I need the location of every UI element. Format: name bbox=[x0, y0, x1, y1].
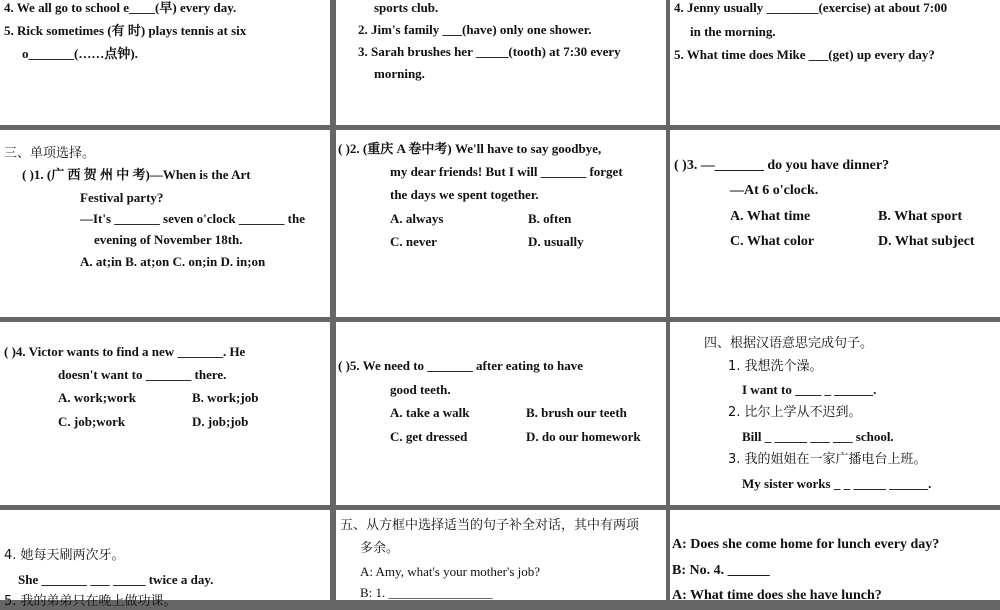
chinese-sentence: 3. 我的姐姐在一家广播电台上班。 bbox=[728, 452, 927, 467]
option-a: A. take a walk bbox=[390, 405, 470, 420]
option-b: B. brush our teeth bbox=[526, 405, 627, 420]
section-heading: 三、单项选择。 bbox=[4, 146, 96, 161]
option-c: C. never bbox=[390, 234, 437, 249]
option-c: C. What color bbox=[730, 234, 815, 249]
question-line: ( )5. We need to _______ after eating to have bbox=[338, 358, 584, 373]
option-b: B. often bbox=[528, 211, 572, 226]
text-line: in the morning. bbox=[690, 24, 776, 39]
text-line: —At 6 o'clock. bbox=[730, 183, 819, 198]
text-line: Festival party? bbox=[80, 190, 164, 205]
answer-options: A. at;in B. at;on C. on;in D. in;on bbox=[80, 254, 266, 269]
panel-multiple-choice-2 bbox=[336, 130, 666, 317]
text-line: good teeth. bbox=[390, 382, 451, 397]
text-line: 4. Jenny usually ________(exercise) at about 7:00 bbox=[674, 0, 948, 15]
text-line: —It's _______ seven o'clock _______ the bbox=[80, 211, 305, 226]
section-heading-cont: 多余。 bbox=[360, 541, 400, 556]
dialogue-line: A: Does she come home for lunch every day? bbox=[672, 537, 940, 552]
question-line: ( )1. (广 西 贺 州 中 考)—When is the Art bbox=[22, 167, 251, 182]
panel-fill-blank-left bbox=[0, 0, 330, 125]
section-heading: 五、从方框中选择适当的句子补全对话，其中有两项 bbox=[340, 518, 640, 533]
option-b: B. What sport bbox=[878, 209, 963, 224]
english-sentence: Bill _ _____ ___ ___ school. bbox=[742, 429, 894, 444]
option-d: D. job;job bbox=[192, 414, 249, 429]
option-d: D. What subject bbox=[878, 234, 975, 249]
panel-multiple-choice-1 bbox=[0, 130, 330, 317]
text-line: my dear friends! But I will _______ forget bbox=[390, 164, 623, 179]
panel-fill-blank-middle bbox=[336, 0, 666, 125]
option-a: A. What time bbox=[730, 209, 811, 224]
chinese-sentence: 2. 比尔上学从不迟到。 bbox=[728, 405, 862, 420]
option-c: C. job;work bbox=[58, 414, 126, 429]
text-line: sports club. bbox=[374, 0, 439, 15]
panel-translation-continued bbox=[0, 510, 330, 609]
panel-multiple-choice-5 bbox=[336, 322, 666, 505]
dialogue-line: B: No. 4. ______ bbox=[672, 563, 770, 578]
chinese-sentence: 4. 她每天刷两次牙。 bbox=[4, 548, 125, 563]
text-line: 2. Jim's family ___(have) only one shower. bbox=[358, 22, 592, 37]
option-b: B. work;job bbox=[192, 390, 259, 405]
dialogue-line: A: What time does she have lunch? bbox=[672, 588, 882, 603]
english-sentence: I want to ____ _ ______. bbox=[742, 382, 877, 397]
panel-multiple-choice-3 bbox=[670, 130, 1000, 317]
panel-multiple-choice-4 bbox=[0, 322, 330, 505]
dialogue-line: A: Amy, what's your mother's job? bbox=[360, 564, 541, 579]
text-line: the days we spent together. bbox=[390, 187, 539, 202]
question-line: ( )4. Victor wants to find a new _______. He bbox=[4, 344, 246, 359]
panel-dialogue bbox=[670, 510, 1000, 603]
option-d: D. usually bbox=[528, 234, 584, 249]
text-line: evening of November 18th. bbox=[94, 232, 243, 247]
panel-translation bbox=[670, 322, 1000, 505]
text-line: 4. We all go to school e____(早) every day. bbox=[4, 0, 237, 15]
dialogue-line: B: 1. ________________ bbox=[360, 585, 493, 600]
chinese-sentence: 1. 我想洗个澡。 bbox=[728, 359, 823, 374]
panel-fill-blank-right bbox=[670, 0, 1000, 125]
section-heading: 四、根据汉语意思完成句子。 bbox=[704, 336, 874, 351]
text-line: doesn't want to _______ there. bbox=[58, 367, 227, 382]
question-line: ( )3. —_______ do you have dinner? bbox=[674, 158, 890, 173]
panel-dialogue-section bbox=[336, 510, 666, 600]
chinese-sentence: 5. 我的弟弟只在晚上做功课。 bbox=[4, 594, 177, 609]
text-line: 3. Sarah brushes her _____(tooth) at 7:30 every bbox=[358, 44, 621, 59]
option-a: A. work;work bbox=[58, 390, 136, 405]
option-a: A. always bbox=[390, 211, 444, 226]
text-line: o_______(……点钟). bbox=[22, 46, 138, 61]
text-line: morning. bbox=[374, 66, 425, 81]
english-sentence: My sister works _ _ _____ ______. bbox=[742, 476, 932, 491]
question-line: ( )2. (重庆 A 卷中考) We'll have to say goodbye, bbox=[338, 141, 602, 156]
english-sentence: She _______ ___ _____ twice a day. bbox=[18, 572, 214, 587]
text-line: 5. Rick sometimes (有 时) plays tennis at six bbox=[4, 23, 247, 38]
option-c: C. get dressed bbox=[390, 429, 468, 444]
text-line: 5. What time does Mike ___(get) up every day? bbox=[674, 47, 935, 62]
option-d: D. do our homework bbox=[526, 429, 641, 444]
